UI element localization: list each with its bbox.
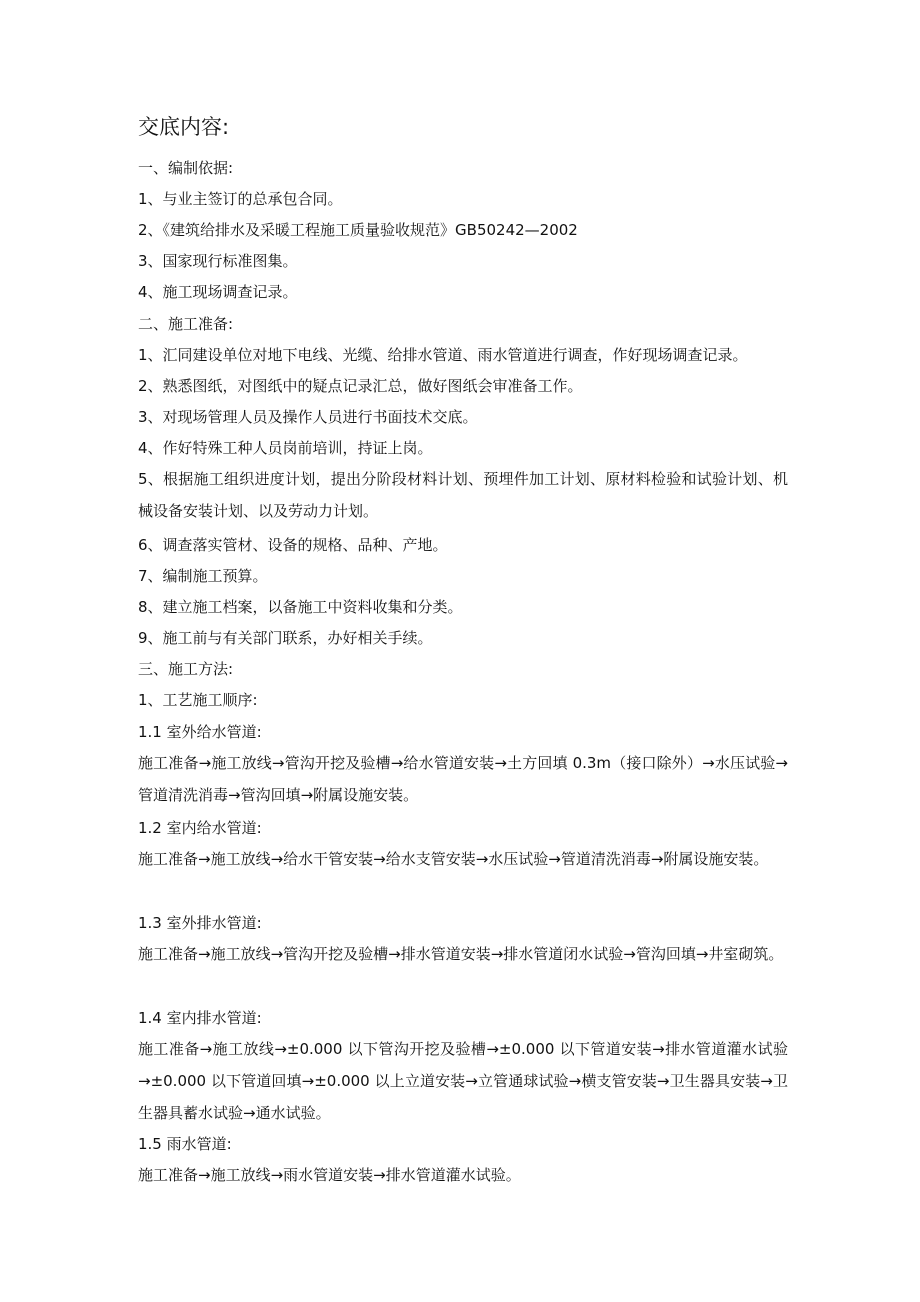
section-heading: 二、施工准备: — [138, 315, 234, 333]
process-sequence: 施工准备→施工放线→±0.000 以下管沟开挖及验槽→±0.000 以下管道安装→排水管道灌水试验→±0.000 以下管道回填→±0.000 以上立道安装→立管通球试验→横支管安装→卫生器具安装→卫生器具蓄水试验→通水试验。 — [138, 1040, 788, 1122]
subsection-heading: 1.2 室内给水管道: — [138, 819, 262, 837]
list-item: 6、调查落实管材、设备的规格、品种、产地。 — [138, 536, 448, 554]
list-item: 5、根据施工组织进度计划，提出分阶段材料计划、预埋件加工计划、原材料检验和试验计划、机械设备安装计划、以及劳动力计划。 — [138, 470, 788, 520]
section-heading: 三、施工方法: — [138, 660, 234, 678]
list-item: 4、施工现场调查记录。 — [138, 283, 298, 301]
list-item: 3、对现场管理人员及操作人员进行书面技术交底。 — [138, 408, 478, 426]
subsection-heading: 1.4 室内排水管道: — [138, 1009, 262, 1027]
list-item: 1、汇同建设单位对地下电线、光缆、给排水管道、雨水管道进行调查，作好现场调查记录。 — [138, 346, 748, 364]
subsection-heading: 1.5 雨水管道: — [138, 1135, 232, 1153]
list-item: 2、熟悉图纸，对图纸中的疑点记录汇总，做好图纸会审准备工作。 — [138, 377, 583, 395]
process-sequence: 施工准备→施工放线→管沟开挖及验槽→排水管道安装→排水管道闭水试验→管沟回填→井室砌筑。 — [138, 945, 784, 963]
list-item: 1、工艺施工顺序: — [138, 691, 258, 709]
list-item: 8、建立施工档案，以备施工中资料收集和分类。 — [138, 598, 463, 616]
page-title: 交底内容: — [138, 115, 230, 139]
list-item: 3、国家现行标准图集。 — [138, 252, 298, 270]
process-sequence: 施工准备→施工放线→管沟开挖及验槽→给水管道安装→土方回填 0.3m（接口除外）→水压试验→管道清洗消毒→管沟回填→附属设施安装。 — [138, 754, 788, 804]
list-item: 9、施工前与有关部门联系，办好相关手续。 — [138, 629, 433, 647]
section-heading: 一、编制依据: — [138, 159, 234, 177]
subsection-heading: 1.1 室外给水管道: — [138, 723, 262, 741]
list-item: 1、与业主签订的总承包合同。 — [138, 190, 343, 208]
list-item: 7、编制施工预算。 — [138, 567, 268, 585]
list-item: 2、《建筑给排水及采暖工程施工质量验收规范》GB50242—2002 — [138, 221, 578, 239]
list-item: 4、作好特殊工种人员岗前培训，持证上岗。 — [138, 439, 433, 457]
subsection-heading: 1.3 室外排水管道: — [138, 914, 262, 932]
process-sequence: 施工准备→施工放线→雨水管道安装→排水管道灌水试验。 — [138, 1166, 521, 1184]
process-sequence: 施工准备→施工放线→给水干管安装→给水支管安装→水压试验→管道清洗消毒→附属设施安装。 — [138, 850, 769, 868]
